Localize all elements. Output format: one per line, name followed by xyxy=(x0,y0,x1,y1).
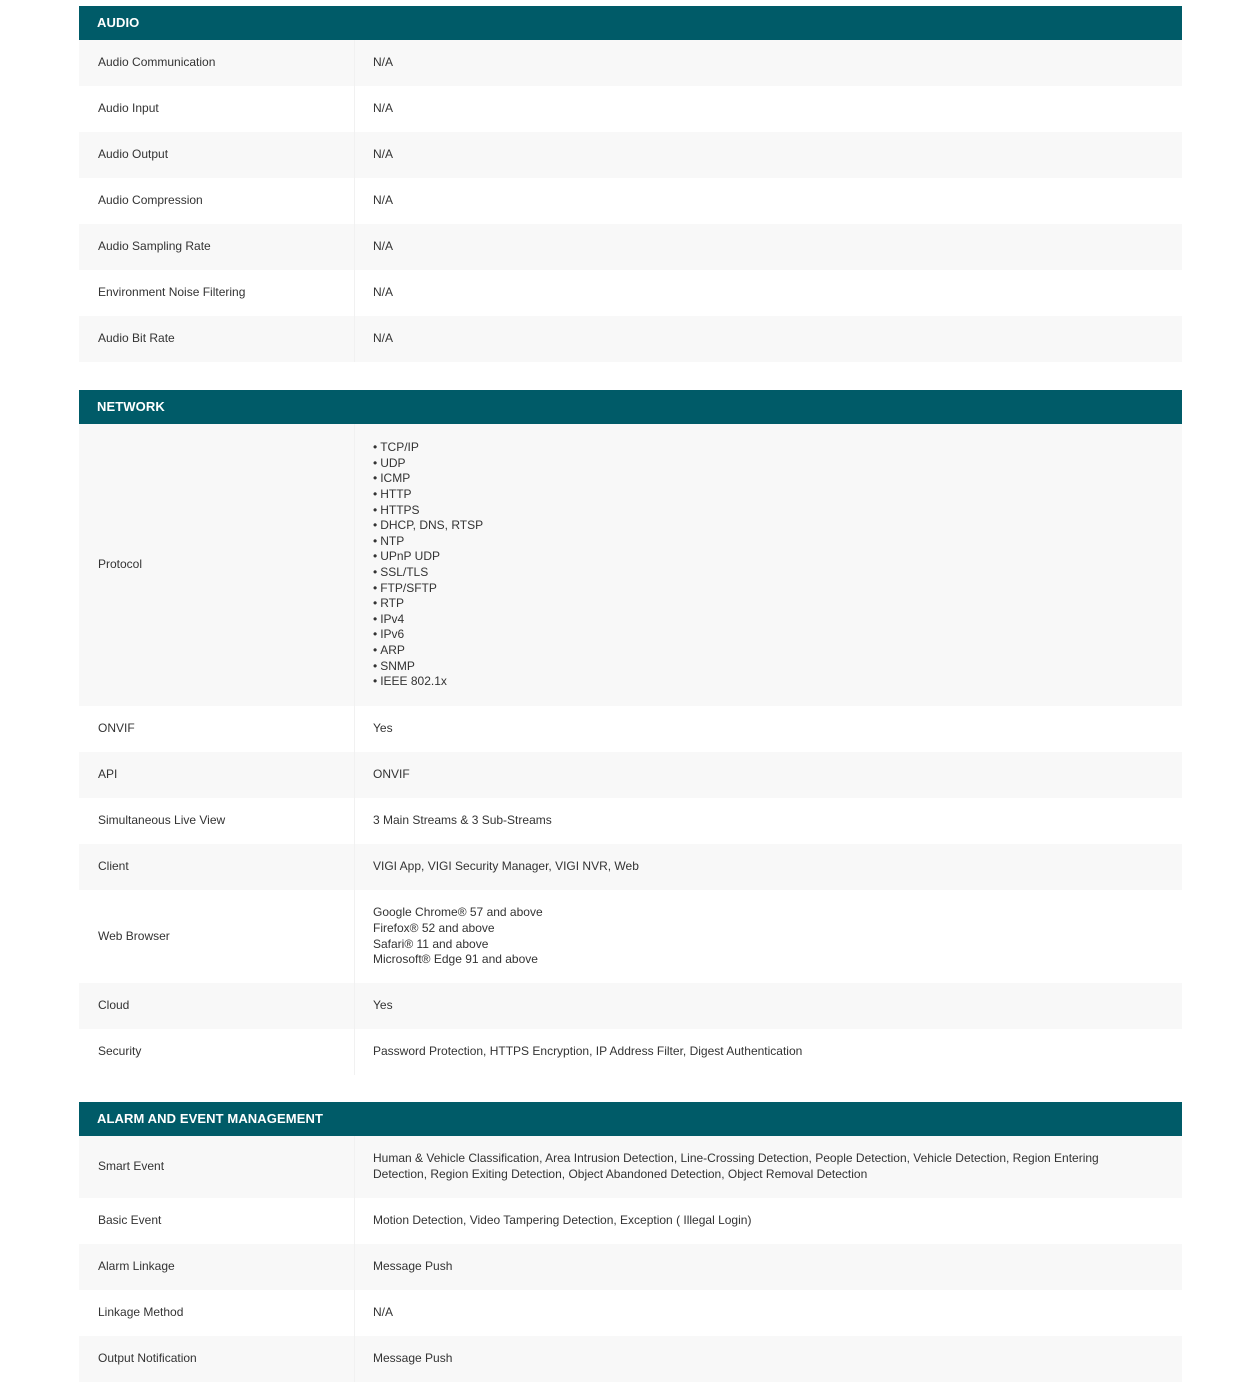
spec-label: Audio Output xyxy=(79,132,355,178)
spec-row xyxy=(79,224,1182,270)
spec-label: Audio Compression xyxy=(79,178,355,224)
list-item: • UPnP UDP xyxy=(373,549,1122,565)
spec-label: Simultaneous Live View xyxy=(79,798,355,844)
spec-value: N/A xyxy=(373,193,394,208)
list-item: • UDP xyxy=(373,456,1122,472)
spec-value: Motion Detection, Video Tampering Detection, Exception ( Illegal Login) xyxy=(373,1213,752,1228)
spec-label: Protocol xyxy=(79,424,355,706)
list-item: • NTP xyxy=(373,534,1122,550)
spec-value: 3 Main Streams & 3 Sub-Streams xyxy=(373,813,552,828)
browser-list xyxy=(373,905,1122,967)
spec-label: Cloud xyxy=(79,983,355,1029)
list-item: • FTP/SFTP xyxy=(373,581,1122,597)
list-item: • SSL/TLS xyxy=(373,565,1122,581)
list-item: • TCP/IP xyxy=(373,440,1122,456)
spec-label: ONVIF xyxy=(79,706,355,752)
list-item: • RTP xyxy=(373,596,1122,612)
spec-value: N/A xyxy=(373,331,394,346)
spec-value: Yes xyxy=(373,721,393,736)
audio-section-title: AUDIO xyxy=(79,6,1182,40)
spec-row xyxy=(79,270,1182,316)
spec-value: Yes xyxy=(373,998,393,1013)
spec-label: Linkage Method xyxy=(79,1290,355,1336)
spec-label: Client xyxy=(79,844,355,890)
spec-label: Security xyxy=(79,1029,355,1075)
spec-row xyxy=(79,40,1182,86)
spec-row xyxy=(79,1290,1182,1336)
spec-label: Environment Noise Filtering xyxy=(79,270,355,316)
list-item: • ICMP xyxy=(373,471,1122,487)
audio-section xyxy=(79,6,1182,362)
spec-row xyxy=(79,1136,1182,1198)
spec-value: N/A xyxy=(373,239,394,254)
spec-label: Web Browser xyxy=(79,890,355,983)
protocol-list xyxy=(373,440,1122,690)
list-item: Safari® 11 and above xyxy=(373,936,489,951)
list-item: • IEEE 802.1x xyxy=(373,674,1122,690)
spec-value: Human & Vehicle Classification, Area Intrusion Detection, Line-Crossing Detection, People Detection, Vehicle Detection, Region Entering Detection, Region Exiting Detection, Object Abandoned Detection, Object Removal Detection xyxy=(373,1151,1099,1181)
spec-label: Output Notification xyxy=(79,1336,355,1382)
spec-row xyxy=(79,844,1182,890)
list-item: • HTTP xyxy=(373,487,1122,503)
spec-row-web-browser xyxy=(79,890,1182,983)
list-item: • IPv4 xyxy=(373,612,1122,628)
spec-row xyxy=(79,316,1182,362)
list-item: • HTTPS xyxy=(373,503,1122,519)
list-item: Microsoft® Edge 91 and above xyxy=(373,952,538,967)
list-item: • ARP xyxy=(373,643,1122,659)
network-section-title: NETWORK xyxy=(79,390,1182,424)
spec-value xyxy=(355,905,1182,967)
spec-value: Message Push xyxy=(373,1259,453,1274)
spec-row xyxy=(79,983,1182,1029)
spec-value: N/A xyxy=(373,101,394,116)
spec-label: Audio Input xyxy=(79,86,355,132)
spec-row xyxy=(79,178,1182,224)
spec-row xyxy=(79,798,1182,844)
spec-label: API xyxy=(79,752,355,798)
spec-value: VIGI App, VIGI Security Manager, VIGI NVR, Web xyxy=(373,859,639,874)
spec-row xyxy=(79,1198,1182,1244)
spec-value: Message Push xyxy=(373,1351,453,1366)
spec-row xyxy=(79,1244,1182,1290)
spec-row xyxy=(79,706,1182,752)
spec-row-protocol xyxy=(79,424,1182,706)
spec-value: N/A xyxy=(373,285,394,300)
spec-row xyxy=(79,132,1182,178)
spec-row xyxy=(79,86,1182,132)
spec-value: N/A xyxy=(373,147,394,162)
spec-label: Smart Event xyxy=(79,1136,355,1198)
list-item: • SNMP xyxy=(373,659,1122,675)
list-item: • DHCP, DNS, RTSP xyxy=(373,518,1122,534)
list-item: Google Chrome® 57 and above xyxy=(373,905,543,920)
spec-label: Basic Event xyxy=(79,1198,355,1244)
spec-value: Password Protection, HTTPS Encryption, IP Address Filter, Digest Authentication xyxy=(373,1044,803,1059)
spec-row xyxy=(79,1029,1182,1075)
list-item: • IPv6 xyxy=(373,627,1122,643)
spec-label: Audio Sampling Rate xyxy=(79,224,355,270)
spec-label: Alarm Linkage xyxy=(79,1244,355,1290)
spec-label: Audio Communication xyxy=(79,40,355,86)
alarm-section-title: ALARM AND EVENT MANAGEMENT xyxy=(79,1102,1182,1136)
spec-label: Audio Bit Rate xyxy=(79,316,355,362)
spec-value: ONVIF xyxy=(373,767,410,782)
list-item: Firefox® 52 and above xyxy=(373,920,495,935)
spec-row xyxy=(79,1336,1182,1382)
spec-value: N/A xyxy=(373,1305,394,1320)
spec-row xyxy=(79,752,1182,798)
network-section xyxy=(79,390,1182,1075)
alarm-section xyxy=(79,1102,1182,1382)
spec-value xyxy=(355,440,1182,690)
spec-value: N/A xyxy=(373,55,394,70)
